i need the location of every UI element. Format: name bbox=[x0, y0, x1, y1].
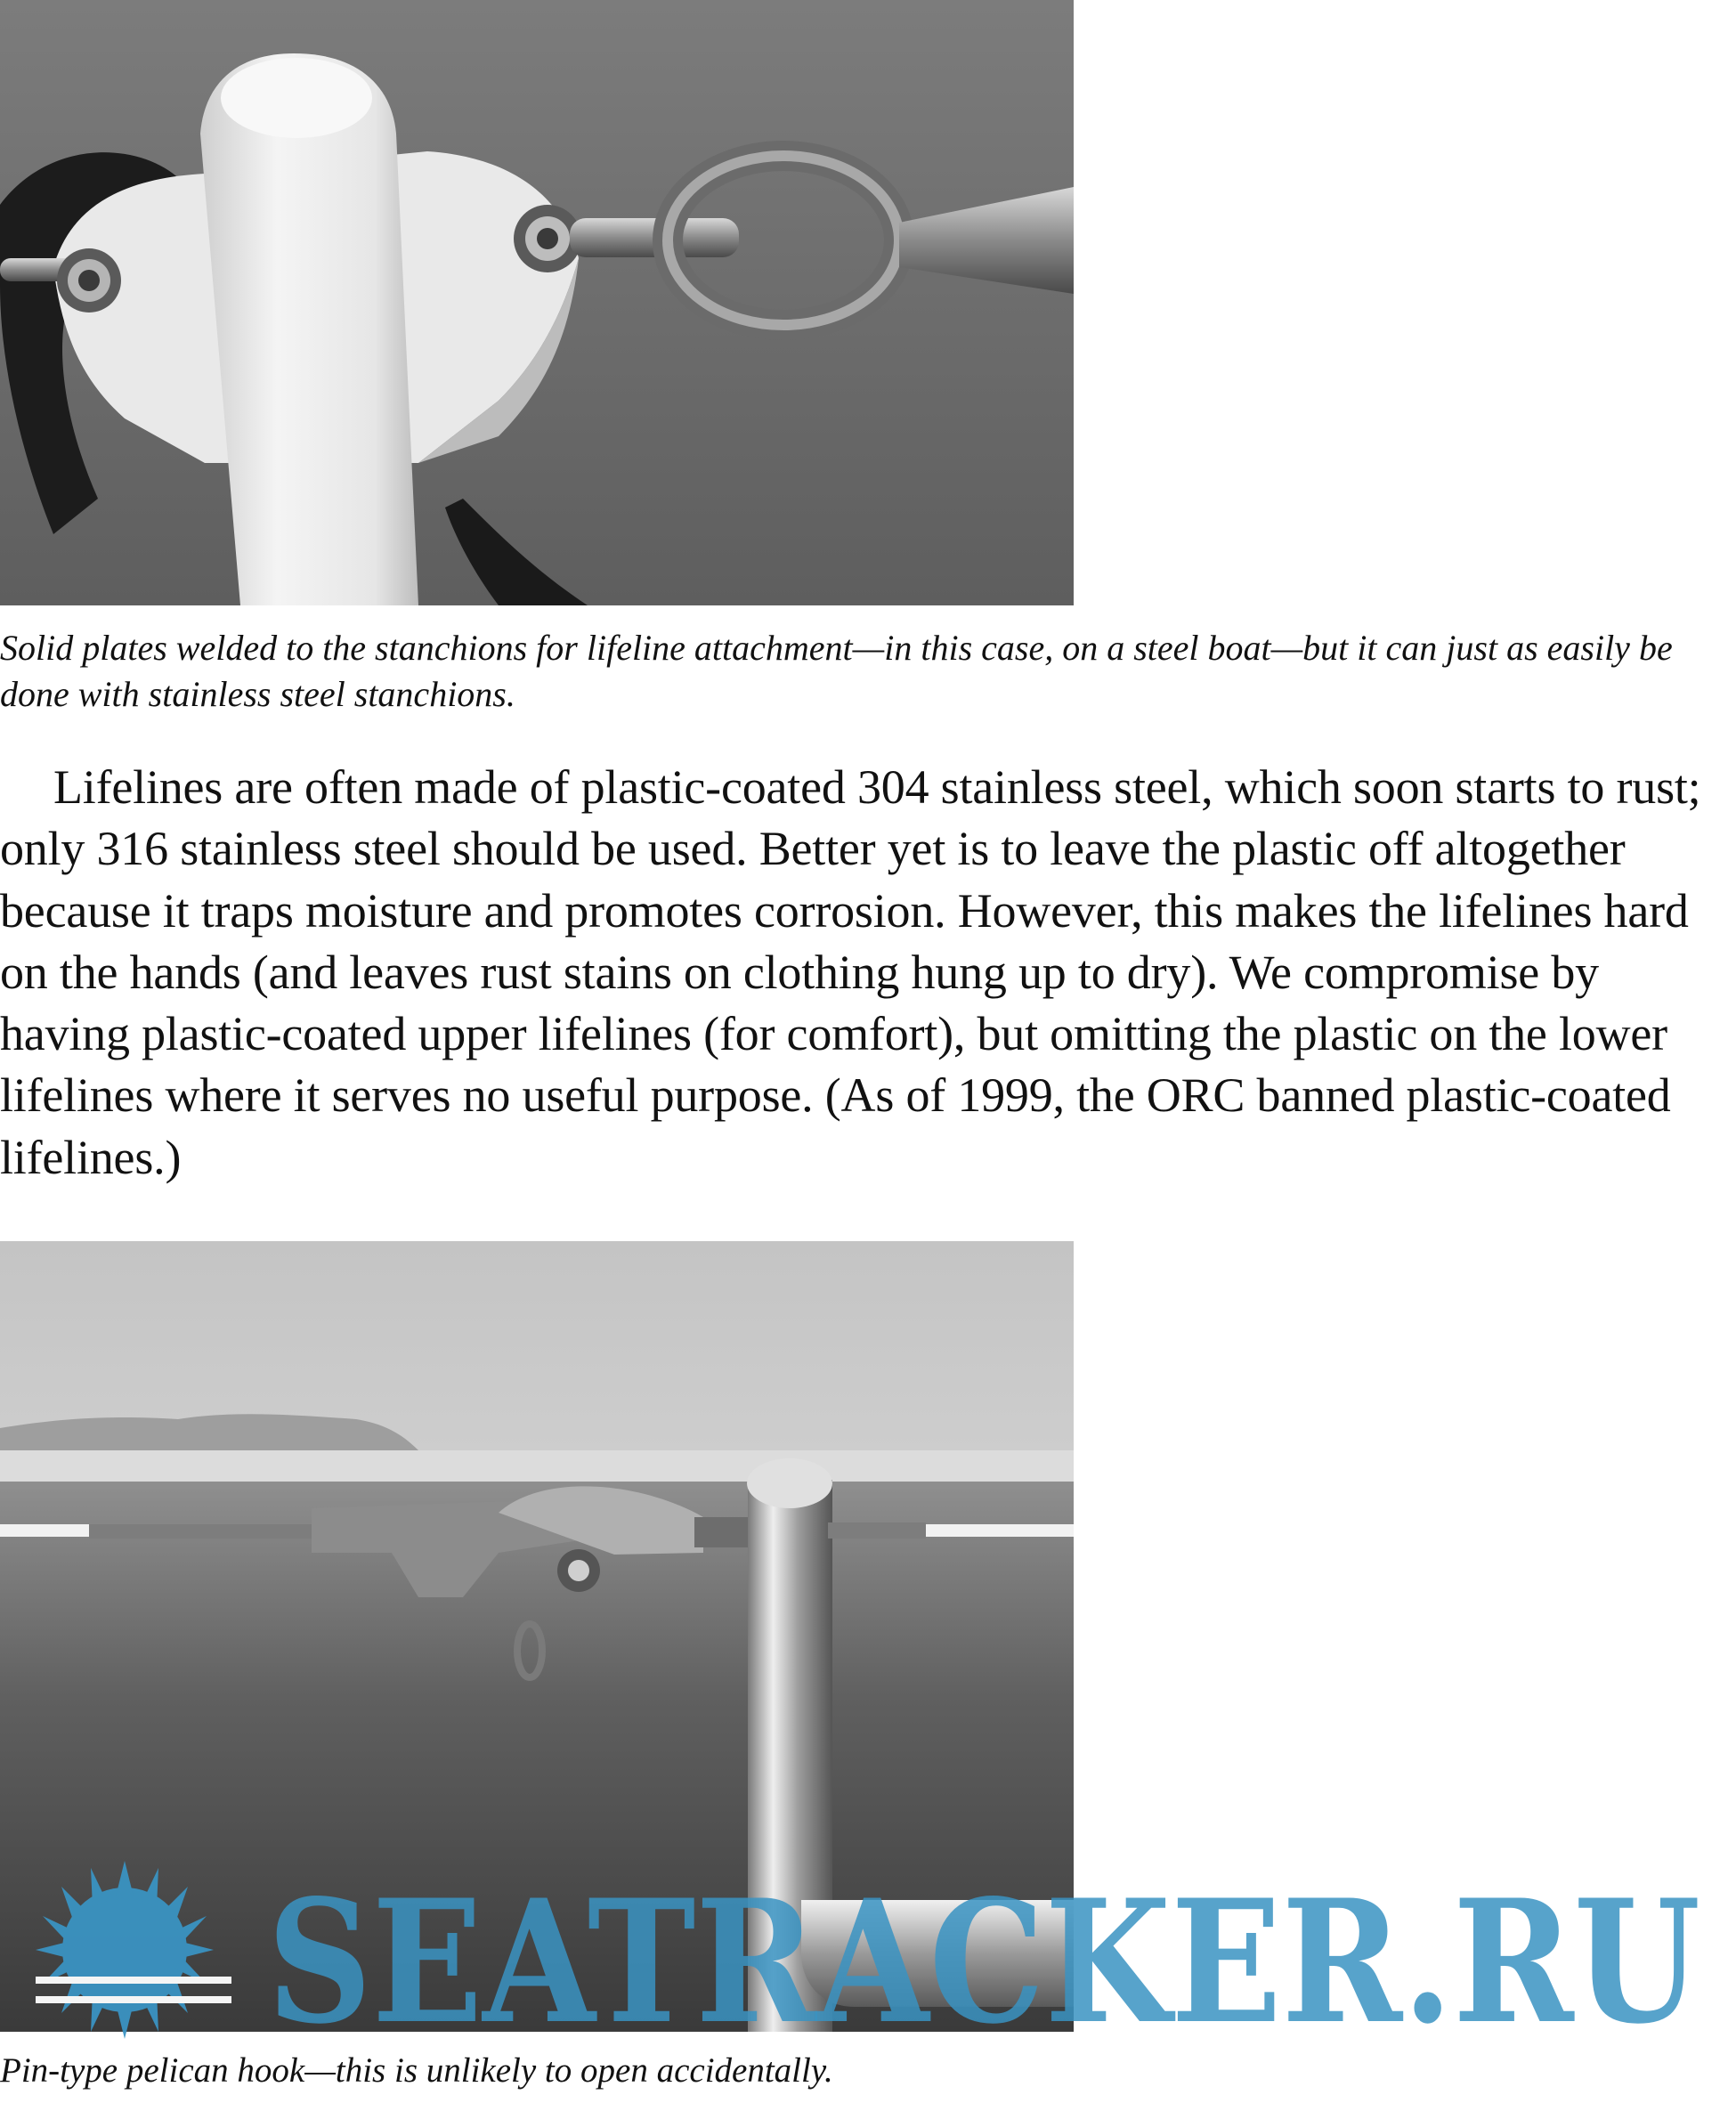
body-paragraph: Lifelines are often made of plastic-coated 304 stainless steel, which soon starts to rust; only 316 stainless steel should be used. Better yet is to leave the plastic off altogether because it traps moisture and promotes corrosion. However, this makes the lifelines hard on the hands (and leaves rust stains on clothing hung up to dry). We compromise by having plastic-coated upper lifelines (for comfort), but omitting the plastic on the lower lifelines where it serves no useful purpose. (As of 1999, the ORC banned plastic-coated lifelines.) bbox=[0, 760, 1701, 1184]
figure-caption-stanchion-plate: Solid plates welded to the stanchions for lifeline attachment—in this case, on a steel boat—but it can just as easily be done with stainless steel stanchions. bbox=[0, 628, 1673, 714]
watermark-text: SEATRACKER.RU bbox=[267, 1863, 1700, 2048]
figure-caption-pelican-hook: Pin-type pelican hook—this is unlikely to open accidentally. bbox=[0, 2051, 833, 2090]
figure-photo-stanchion-plate bbox=[0, 0, 1074, 605]
figure-photo-pelican-hook bbox=[0, 1241, 1074, 2032]
